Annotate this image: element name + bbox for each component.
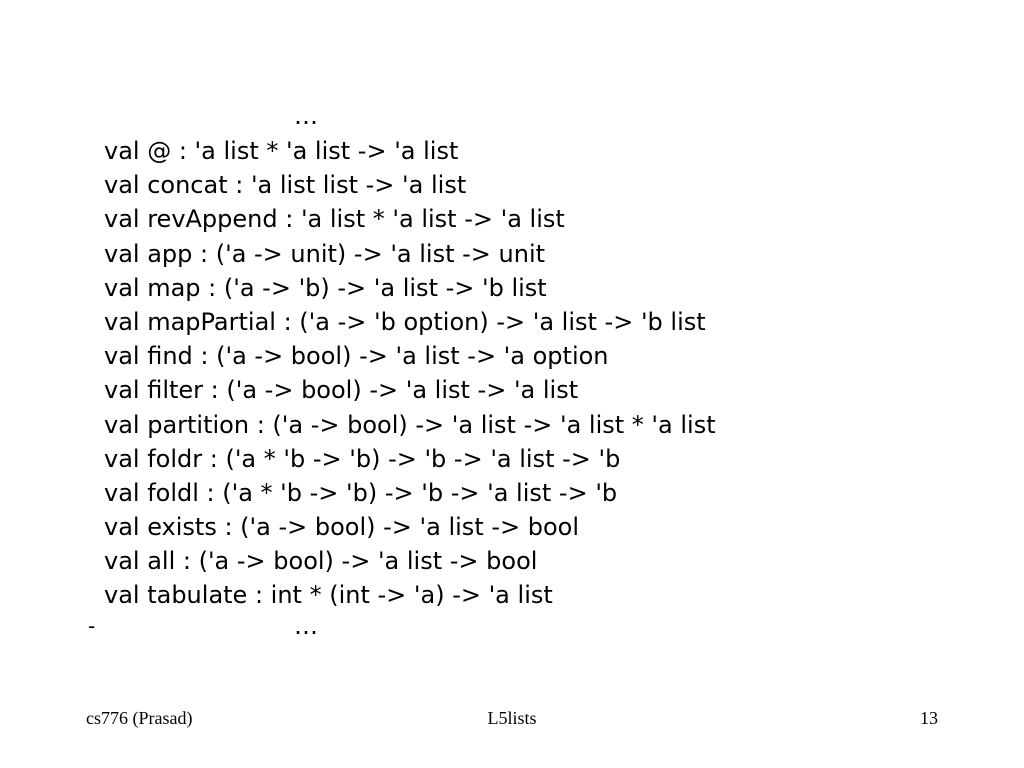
page-number: 13 xyxy=(920,708,938,728)
ellipsis-top: … xyxy=(294,102,318,130)
signature-line-filter: val filter : ('a -> bool) -> 'a list -> 'a list xyxy=(104,376,579,405)
continuation-row xyxy=(0,612,1024,646)
signature-line-find: val find : ('a -> bool) -> 'a list -> 'a option xyxy=(104,342,609,371)
footer-course: cs776 (Prasad) xyxy=(86,708,193,728)
footer-title: L5lists xyxy=(487,708,537,728)
signature-line-append: val @ : 'a list * 'a list -> 'a list xyxy=(104,137,459,165)
slide-footer xyxy=(0,706,1024,736)
bullet-dash: - xyxy=(88,614,96,638)
signature-line-foldr: val foldr : ('a * 'b -> 'b) -> 'b -> 'a list -> 'b xyxy=(104,444,621,473)
signature-line-all: val all : ('a -> bool) -> 'a list -> bool xyxy=(104,547,538,576)
signature-line-partition: val partition : ('a -> bool) -> 'a list -> 'a list * 'a list xyxy=(104,410,716,439)
ellipsis-bottom: … xyxy=(294,612,318,640)
signature-line-foldl: val foldl : ('a * 'b -> 'b) -> 'b -> 'a list -> 'b xyxy=(104,478,618,507)
signature-line-tabulate: val tabulate : int * (int -> 'a) -> 'a list xyxy=(104,581,553,610)
signature-list xyxy=(104,134,716,613)
signature-line-map: val map : ('a -> 'b) -> 'a list -> 'b list xyxy=(104,273,547,302)
signature-line-exists: val exists : ('a -> bool) -> 'a list -> bool xyxy=(104,513,580,542)
signature-line-app: val app : ('a -> unit) -> 'a list -> unit xyxy=(104,239,546,268)
signature-line-revappend: val revAppend : 'a list * 'a list -> 'a list xyxy=(104,205,565,234)
signature-line-mappartial: val mapPartial : ('a -> 'b option) -> 'a list -> 'b list xyxy=(104,307,706,336)
signature-line-concat: val concat : 'a list list -> 'a list xyxy=(104,171,467,200)
